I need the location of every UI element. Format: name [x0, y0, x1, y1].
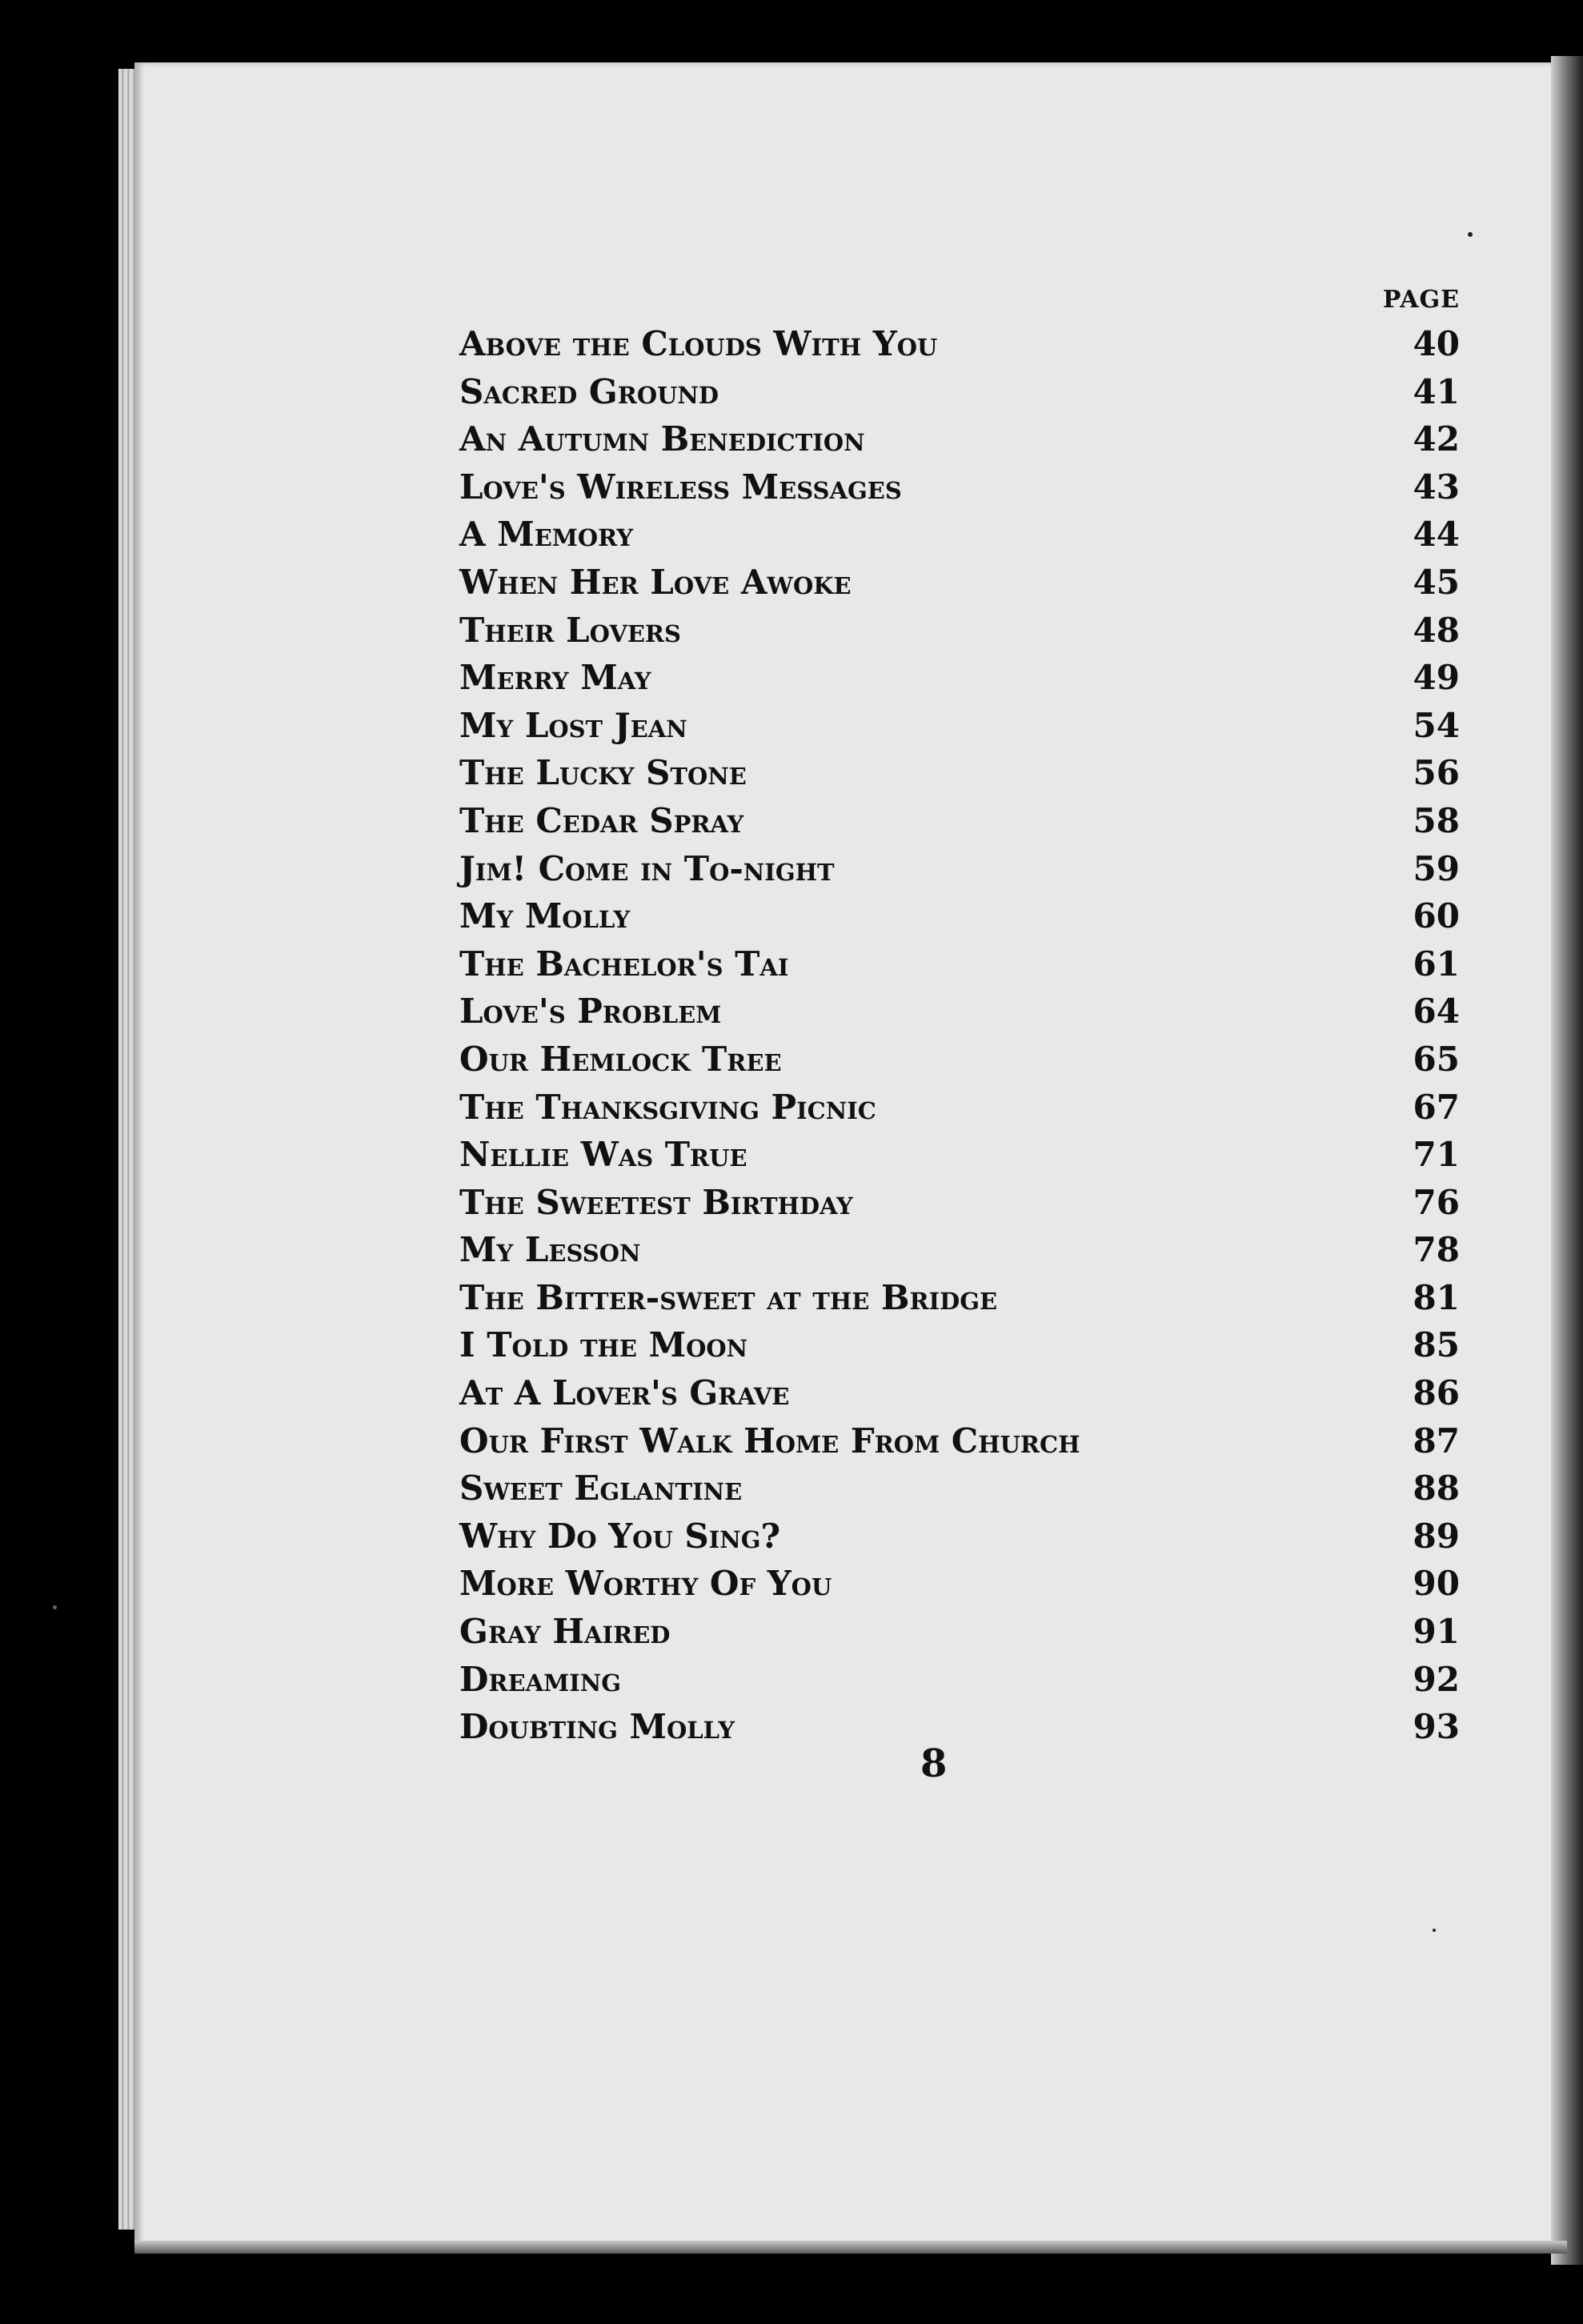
toc-entry-page-number: 90 [1413, 1564, 1460, 1604]
toc-entry-title: The Bitter-sweet at the Bridge [459, 1274, 1002, 1322]
toc-entry-title: Why Do You Sing? [459, 1513, 785, 1561]
dust-speck [1468, 232, 1473, 237]
page-right-edge-shadow [1551, 56, 1583, 2265]
toc-entry [459, 415, 1460, 463]
toc-entry-page-number: 59 [1413, 848, 1460, 888]
toc-entry-page-number: 76 [1413, 1182, 1460, 1222]
toc-entry-title: The Cedar Spray [459, 797, 748, 845]
toc-entry-title: Sweet Eglantine [459, 1465, 747, 1513]
toc-entry-page-number: 54 [1413, 705, 1460, 745]
toc-entry-page-number: 87 [1413, 1420, 1460, 1461]
toc-entry-page-number: 56 [1413, 753, 1460, 793]
toc-entry-list [459, 320, 1460, 1751]
toc-entry-title: Nellie Was True [459, 1131, 752, 1179]
toc-entry [459, 607, 1460, 655]
toc-entry-title: Dreaming [459, 1656, 626, 1704]
toc-entry [459, 654, 1460, 702]
toc-entry [459, 1036, 1460, 1084]
toc-entry-title: Love's Wireless Messages [459, 463, 907, 511]
toc-entry-page-number: 43 [1413, 467, 1460, 507]
toc-entry [459, 1703, 1460, 1751]
toc-entry-page-number: 71 [1413, 1135, 1460, 1175]
toc-entry-page-number: 58 [1413, 800, 1460, 840]
toc-entry-page-number: 49 [1413, 658, 1460, 698]
toc-entry [459, 797, 1460, 845]
toc-entry-title: When Her Love Awoke [459, 559, 856, 607]
toc-entry [459, 940, 1460, 988]
toc-entry [459, 511, 1460, 559]
toc-entry-title: The Lucky Stone [459, 749, 751, 797]
toc-entry-title: Doubting Molly [459, 1703, 739, 1751]
toc-entry-page-number: 60 [1413, 896, 1460, 936]
toc-entry-title: A Memory [459, 511, 638, 559]
toc-entry-page-number: 61 [1413, 944, 1460, 984]
toc-entry [459, 1321, 1460, 1369]
toc-entry-title: More Worthy Of You [459, 1560, 836, 1608]
toc-entry-title: My Lost Jean [459, 702, 692, 750]
toc-entry [459, 1084, 1460, 1132]
toc-entry-title: The Bachelor's Tai [459, 940, 793, 988]
toc-entry-page-number: 40 [1413, 324, 1460, 363]
toc-entry [459, 463, 1460, 511]
toc-entry [459, 320, 1460, 368]
toc-entry-page-number: 81 [1413, 1277, 1460, 1317]
page-bottom-edge-shadow [134, 2241, 1567, 2254]
toc-entry [459, 1560, 1460, 1608]
toc-entry [459, 1369, 1460, 1417]
toc-entry-title: Our First Walk Home From Church [459, 1417, 1085, 1465]
toc-entry-title: Their Lovers [459, 607, 686, 655]
toc-entry-title: Sacred Ground [459, 368, 723, 416]
toc-entry-page-number: 45 [1413, 562, 1460, 602]
toc-entry-page-number: 41 [1413, 371, 1460, 411]
toc-entry [459, 1608, 1460, 1656]
toc-entry-page-number: 65 [1413, 1039, 1460, 1079]
toc-entry [459, 1465, 1460, 1513]
toc-entry-page-number: 78 [1413, 1230, 1460, 1270]
toc-entry-title: I Told the Moon [459, 1321, 752, 1369]
page-number: 8 [920, 1741, 948, 1786]
toc-entry [459, 1417, 1460, 1465]
toc-entry [459, 1513, 1460, 1561]
toc-entry-title: My Molly [459, 892, 635, 940]
toc-entry [459, 1226, 1460, 1274]
toc-entry [459, 1656, 1460, 1704]
table-of-contents [459, 280, 1460, 1751]
toc-entry-page-number: 64 [1413, 992, 1460, 1032]
toc-entry-page-number: 91 [1413, 1612, 1460, 1652]
toc-entry-title: At A Lover's Grave [459, 1369, 794, 1417]
toc-entry-page-number: 85 [1413, 1325, 1460, 1365]
toc-entry-page-number: 88 [1413, 1469, 1460, 1509]
toc-entry-page-number: 86 [1413, 1373, 1460, 1413]
toc-entry-title: The Thanksgiving Picnic [459, 1084, 881, 1132]
toc-entry-title: Gray Haired [459, 1608, 675, 1656]
toc-entry-title: Jim! Come in To-night [459, 845, 840, 893]
toc-entry [459, 559, 1460, 607]
toc-entry-title: The Sweetest Birthday [459, 1179, 858, 1227]
toc-entry [459, 1131, 1460, 1179]
toc-entry-page-number: 93 [1413, 1707, 1460, 1747]
page-column-header: PAGE [1382, 286, 1460, 314]
dust-speck [53, 1605, 57, 1609]
toc-entry [459, 988, 1460, 1036]
toc-entry-title: An Autumn Benediction [459, 415, 870, 463]
dust-speck [1433, 1929, 1436, 1932]
toc-entry-title: Above the Clouds With You [459, 320, 942, 368]
toc-entry-page-number: 42 [1413, 419, 1460, 459]
toc-entry-page-number: 48 [1413, 610, 1460, 650]
toc-entry [459, 892, 1460, 940]
toc-entry [459, 702, 1460, 750]
toc-entry-title: My Lesson [459, 1226, 645, 1274]
toc-entry-page-number: 67 [1413, 1087, 1460, 1127]
toc-entry-title: Merry May [459, 654, 655, 702]
toc-entry [459, 845, 1460, 893]
toc-entry [459, 1179, 1460, 1227]
toc-entry [459, 368, 1460, 416]
toc-entry-page-number: 92 [1413, 1659, 1460, 1699]
toc-entry-page-number: 44 [1413, 515, 1460, 555]
toc-entry-page-number: 89 [1413, 1516, 1460, 1556]
toc-entry [459, 749, 1460, 797]
toc-entry [459, 1274, 1460, 1322]
toc-entry-title: Love's Problem [459, 988, 726, 1036]
toc-entry-title: Our Hemlock Tree [459, 1036, 787, 1084]
